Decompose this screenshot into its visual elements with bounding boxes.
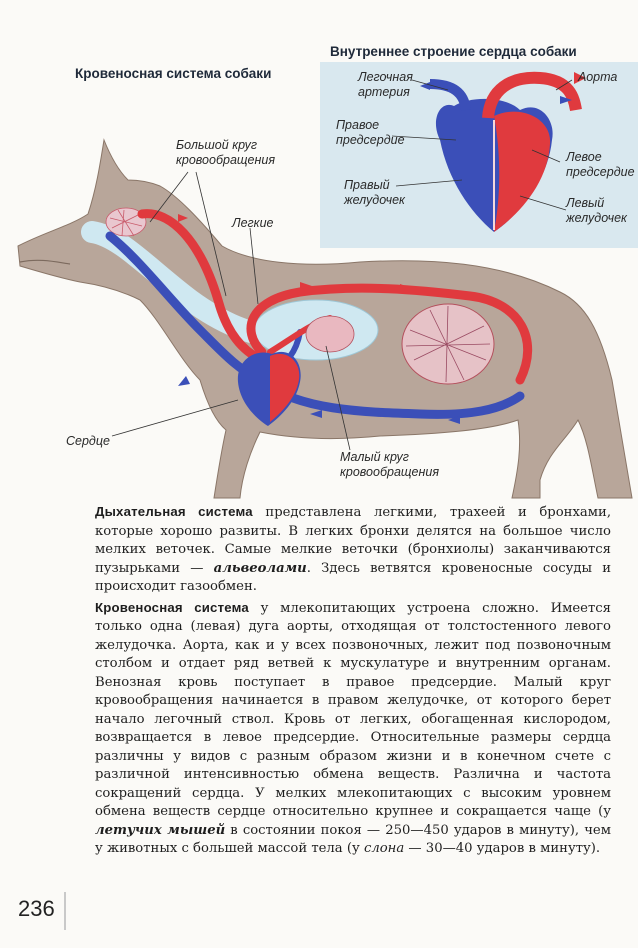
paragraph-circulatory: [95, 599, 611, 859]
label-lungs: Легкие: [232, 216, 274, 230]
term-elephant: слона: [363, 841, 405, 856]
term-alveoli: альвеолами: [213, 560, 307, 576]
label-aorta: Аорта: [578, 70, 618, 84]
figure-title: Кровеносная система собаки: [75, 66, 272, 81]
text-span: в состоянии покоя — 250—450 ударов в минуту), чем у животных с большей массой тела (у: [95, 822, 611, 856]
term-circulatory-system: Кровеносная система: [95, 599, 249, 615]
label-right-ventricle: Правый желудочек: [344, 178, 405, 207]
label-systemic-circulation: Большой круг кровообращения: [176, 138, 275, 167]
text-span: . Здесь ветвятся кровеносные сосуды и происходит газообмен.: [95, 560, 611, 594]
term-bats: летучих мышей: [95, 822, 226, 838]
label-left-atrium: Левое предсердие: [566, 150, 635, 179]
inset-title: Внутреннее строение сердца собаки: [330, 44, 577, 59]
label-pulmonary-artery: Легочная артерия: [358, 70, 413, 99]
label-heart: Сердце: [66, 434, 110, 448]
page-number: 236: [18, 896, 55, 921]
body-text: [95, 503, 611, 859]
term-respiratory-system: Дыхательная система: [95, 504, 253, 519]
label-right-atrium: Правое предсердие: [336, 118, 405, 147]
inset-heart-drawing: [392, 72, 586, 232]
text-span: у млекопитающих устроена сложно. Имеется только одна (левая) дуга аорты, отходящая от толстостенного левого желудочка. Аорта, как и у всех позвоночных, лежит под позвоночным столбом и отдает ряд ветвей к мускулатуре и внутренним органам. Венозная кровь поступает в правое предсердие. Малый круг кровообращения начинается в правом желудочке, от которого берет начало легочный ствол. Кровь от легких, обогащенная кислородом, возвращается в левое предсердие. Относительные размеры сердца различны у видов с разным образом жизни и в конечном счете с различной интенсивностью обмена веществ. Различна и частота сокращений сердца. У мелких млекопитающих с высоким уровнем обмена веществ сердце относительно крупнее и сокращается чаще (у: [95, 600, 611, 819]
text-span: — 30—40 ударов в минуту).: [404, 841, 601, 856]
label-left-ventricle: Левый желудочек: [566, 196, 627, 225]
body-capillaries: [402, 304, 494, 384]
text-span: представлена легкими, трахеей и бронхами, которые хорошо развиты. В легких бронхи делятся на большое число мелких веточек. Самые мелкие веточки (бронхиолы) заканчиваются пузырьками —: [95, 505, 612, 576]
paragraph-respiratory: [95, 503, 611, 597]
label-pulmonary-circulation: Малый круг кровообращения: [340, 450, 439, 479]
